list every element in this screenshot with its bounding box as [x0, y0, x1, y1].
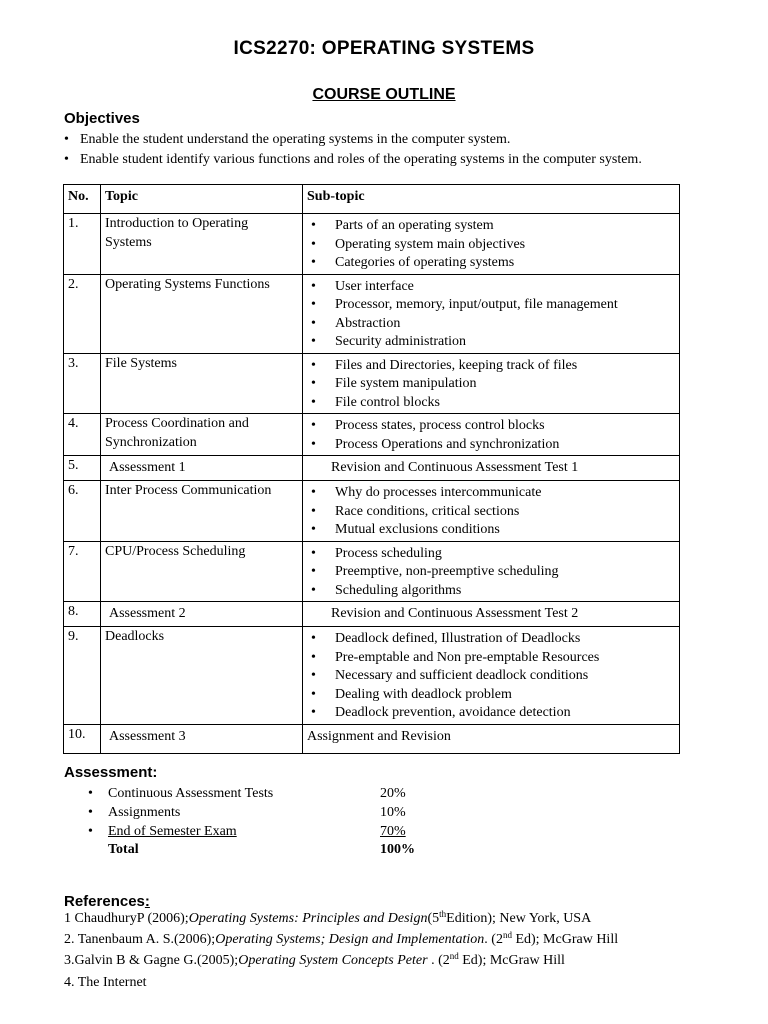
subtopic-item: • Why do processes intercommunicate [307, 484, 675, 503]
reference-suffix-pre: . (2 [484, 932, 503, 947]
header-subtopic: Sub-topic [303, 185, 680, 214]
reference-sup: nd [449, 951, 459, 961]
subtopic-item: • Process states, process control blocks [307, 417, 675, 436]
table-row [64, 353, 680, 414]
row-number: 5. [64, 456, 101, 481]
reference-suffix: Ed); McGraw Hill [458, 953, 565, 968]
row-number: 4. [64, 414, 101, 456]
assessment-total-value: 100% [380, 842, 415, 857]
bullet-icon: • [64, 152, 69, 167]
bullet-icon: • [88, 805, 93, 820]
subtopic-item: • Process scheduling [307, 545, 675, 564]
table-body [64, 214, 680, 754]
table-row [64, 541, 680, 602]
bullet-icon: • [88, 786, 93, 801]
course-outline-table [63, 184, 680, 754]
table-row [64, 602, 680, 627]
assessment-label: Assignments [108, 805, 181, 820]
reference-prefix: 2. Tanenbaum A. S.(2006); [64, 932, 216, 947]
row-number: 6. [64, 481, 101, 542]
references-heading: References: [64, 893, 150, 910]
reference-item [64, 911, 591, 927]
assessment-value: 20% [380, 786, 406, 801]
row-number: 3. [64, 353, 101, 414]
reference-title: Operating Systems; Design and Implementation [215, 932, 485, 947]
row-subtopics [303, 274, 680, 353]
row-subtopics: Revision and Continuous Assessment Test 2 [303, 602, 680, 627]
subtopic-item: • Mutual exclusions conditions [307, 521, 675, 540]
subtopic-item: • Necessary and sufficient deadlock conditions [307, 667, 675, 686]
reference-prefix: 4. The Internet [64, 975, 147, 990]
reference-sup: th [439, 909, 447, 919]
table-row [64, 274, 680, 353]
subtopic-item: • File control blocks [307, 394, 675, 413]
row-topic: Introduction to Operating Systems [101, 214, 303, 275]
row-topic: CPU/Process Scheduling [101, 541, 303, 602]
table-row [64, 456, 680, 481]
subtopic-item: • Categories of operating systems [307, 254, 675, 273]
row-topic: Inter Process Communication [101, 481, 303, 542]
subtopic-item: • User interface [307, 278, 675, 297]
table-row [64, 481, 680, 542]
subtopic-item: • Deadlock defined, Illustration of Deadlocks [307, 630, 675, 649]
subtopic-item: • File system manipulation [307, 375, 675, 394]
reference-suffix: Ed); McGraw Hill [511, 932, 619, 947]
row-subtopics [303, 481, 680, 542]
subtopic-item: • Operating system main objectives [307, 236, 675, 255]
row-number: 10. [64, 724, 101, 753]
bullet-icon: • [64, 132, 69, 147]
row-number: 7. [64, 541, 101, 602]
reference-suffix-pre: (5 [427, 911, 440, 926]
subtopic-item: • Pre-emptable and Non pre-emptable Resources [307, 649, 675, 668]
reference-suffix-pre: . (2 [431, 953, 450, 968]
bullet-icon: • [88, 824, 93, 839]
row-topic: Assessment 1 [101, 456, 303, 481]
row-number: 2. [64, 274, 101, 353]
assessment-label: End of Semester Exam [108, 824, 237, 839]
row-number: 1. [64, 214, 101, 275]
subtopic-item: • Files and Directories, keeping track of files [307, 357, 675, 376]
header-topic: Topic [101, 185, 303, 214]
reference-prefix: 3.Galvin B & Gagne G.(2005); [64, 953, 239, 968]
table-row [64, 214, 680, 275]
row-subtopics: Assignment and Revision [303, 724, 680, 753]
table-row [64, 724, 680, 753]
reference-prefix: 1 ChaudhuryP (2006); [64, 911, 189, 926]
row-subtopics [303, 414, 680, 456]
row-subtopics [303, 541, 680, 602]
row-topic: Deadlocks [101, 627, 303, 725]
reference-item [64, 953, 565, 969]
subtopic-item: • Preemptive, non-preemptive scheduling [307, 563, 675, 582]
reference-title: Operating Systems: Principles and Design [188, 911, 428, 926]
objective-item: • Enable student identify various functions and roles of the operating systems in the computer system. [64, 152, 642, 167]
row-subtopics [303, 353, 680, 414]
row-subtopics [303, 214, 680, 275]
row-number: 9. [64, 627, 101, 725]
subtopic-item: • Security administration [307, 333, 675, 352]
subtopic-item: • Dealing with deadlock problem [307, 686, 675, 705]
subtopic-item: • Deadlock prevention, avoidance detection [307, 704, 675, 723]
assessment-label: Continuous Assessment Tests [108, 786, 274, 801]
subtopic-item: • Abstraction [307, 315, 675, 334]
assessment-total-label: Total [108, 842, 139, 857]
subtopic-item: • Race conditions, critical sections [307, 503, 675, 522]
header-no: No. [64, 185, 101, 214]
row-topic: Assessment 2 [101, 602, 303, 627]
row-topic: Process Coordination and Synchronization [101, 414, 303, 456]
reference-sup: nd [502, 930, 512, 940]
reference-item [64, 975, 147, 991]
subtopic-item: • Parts of an operating system [307, 217, 675, 236]
table-header-row [64, 185, 680, 214]
objective-item: • Enable the student understand the operating systems in the computer system. [64, 132, 511, 147]
assessment-heading: Assessment: [64, 764, 158, 781]
reference-suffix: Edition); New York, USA [446, 911, 592, 926]
row-topic: File Systems [101, 353, 303, 414]
subtopic-item: • Scheduling algorithms [307, 582, 675, 601]
document-title: ICS2270: OPERATING SYSTEMS [233, 38, 535, 59]
row-topic: Assessment 3 [101, 724, 303, 753]
row-subtopics [303, 627, 680, 725]
document-subtitle: COURSE OUTLINE [312, 86, 456, 103]
assessment-value: 10% [380, 805, 406, 820]
subtopic-item: • Processor, memory, input/output, file management [307, 296, 675, 315]
subtopic-item: • Process Operations and synchronization [307, 436, 675, 455]
row-number: 8. [64, 602, 101, 627]
table-row [64, 414, 680, 456]
row-topic: Operating Systems Functions [101, 274, 303, 353]
reference-title: Operating System Concepts Peter [238, 953, 432, 968]
reference-item [64, 932, 618, 948]
table-row [64, 627, 680, 725]
objectives-heading: Objectives [64, 110, 140, 127]
assessment-value: 70% [380, 824, 406, 839]
row-subtopics: Revision and Continuous Assessment Test 1 [303, 456, 680, 481]
